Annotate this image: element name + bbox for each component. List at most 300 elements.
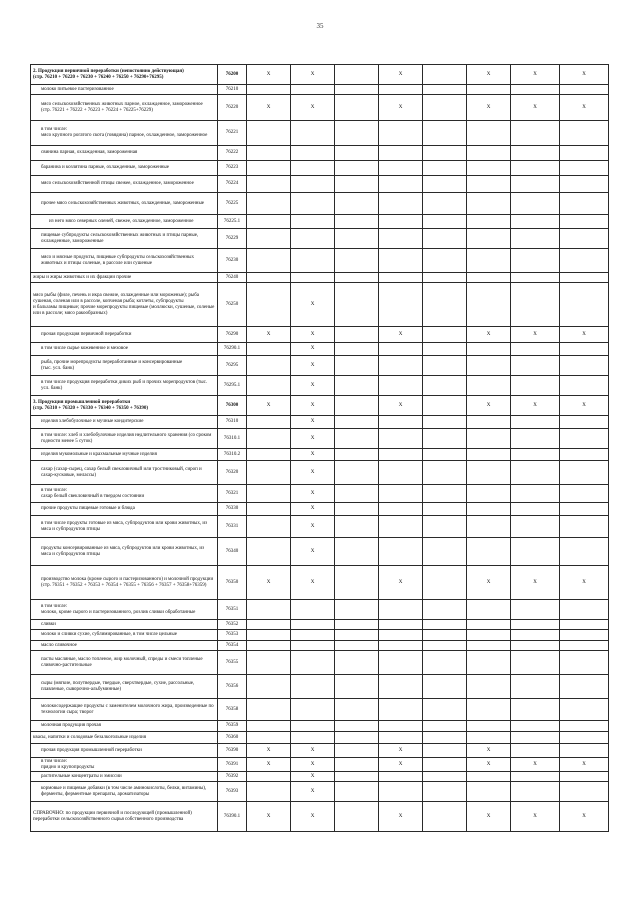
data-cell <box>335 283 379 327</box>
data-cell <box>335 215 379 229</box>
data-cell <box>511 356 560 376</box>
data-cell <box>291 630 335 641</box>
data-cell <box>379 229 423 249</box>
row-label: молокосодержащие продукты с заменителем молочного жира, произведенные по технологии сыра; творог <box>31 699 218 721</box>
data-cell <box>467 356 511 376</box>
data-cell: X <box>291 802 335 832</box>
data-cell: X <box>379 65 423 85</box>
table-row <box>31 249 609 273</box>
data-cell: X <box>379 95 423 121</box>
data-cell <box>511 429 560 449</box>
row-label: прочая продукция первичной переработки <box>31 327 218 343</box>
data-cell <box>291 651 335 675</box>
data-cell <box>423 343 467 356</box>
data-cell: X <box>247 566 291 600</box>
data-cell <box>423 283 467 327</box>
data-cell <box>379 376 423 396</box>
data-cell <box>560 249 609 273</box>
data-cell <box>511 449 560 461</box>
table-row <box>31 503 609 516</box>
data-cell <box>560 85 609 95</box>
data-cell <box>511 229 560 249</box>
data-cell: X <box>467 758 511 772</box>
data-cell: X <box>379 327 423 343</box>
data-cell <box>423 161 467 176</box>
data-cell <box>511 485 560 503</box>
row-code: 76390.1 <box>218 802 247 832</box>
row-code: 76351 <box>218 600 247 620</box>
data-cell <box>467 449 511 461</box>
data-cell: X <box>291 356 335 376</box>
data-cell <box>560 732 609 744</box>
row-code: 76310.2 <box>218 449 247 461</box>
data-cell <box>379 343 423 356</box>
data-cell: X <box>467 65 511 85</box>
data-cell <box>247 85 291 95</box>
data-cell <box>335 229 379 249</box>
row-label: молоко питьевое пастеризованное <box>31 85 218 95</box>
row-label: масло сливочное <box>31 641 218 651</box>
data-cell: X <box>247 65 291 85</box>
row-label: 3. Продукция промышленной переработки (стр. 76310 + 76320 + 76330 + 76340 + 76350 + 76390) <box>31 396 218 416</box>
data-cell <box>379 121 423 146</box>
data-cell <box>335 772 379 782</box>
data-cell: X <box>247 95 291 121</box>
data-cell <box>560 449 609 461</box>
data-cell <box>291 193 335 215</box>
data-cell <box>423 802 467 832</box>
data-cell <box>423 620 467 630</box>
data-cell: X <box>511 327 560 343</box>
data-cell: X <box>379 566 423 600</box>
data-cell <box>335 782 379 802</box>
data-cell <box>335 95 379 121</box>
data-cell <box>247 732 291 744</box>
data-cell <box>511 249 560 273</box>
data-cell <box>560 429 609 449</box>
data-cell <box>467 630 511 641</box>
data-cell: X <box>247 327 291 343</box>
row-label: в том числе: сахар белый свекловичный в твердом состоянии <box>31 485 218 503</box>
data-cell <box>511 600 560 620</box>
data-cell: X <box>467 744 511 758</box>
table-row <box>31 229 609 249</box>
data-cell <box>291 121 335 146</box>
table-row <box>31 721 609 732</box>
data-cell <box>467 376 511 396</box>
data-cell: X <box>467 566 511 600</box>
data-cell <box>467 283 511 327</box>
data-cell <box>291 721 335 732</box>
data-cell <box>511 516 560 538</box>
table-row <box>31 732 609 744</box>
table-row <box>31 620 609 630</box>
data-cell <box>467 215 511 229</box>
data-cell <box>335 121 379 146</box>
data-cell <box>247 721 291 732</box>
row-code: 76210 <box>218 85 247 95</box>
data-cell: X <box>291 327 335 343</box>
row-label: в том числе: прядно и крупопродукты <box>31 758 218 772</box>
row-code: 76353 <box>218 630 247 641</box>
data-cell <box>247 176 291 193</box>
data-cell <box>467 461 511 485</box>
data-cell <box>379 85 423 95</box>
data-cell <box>335 193 379 215</box>
data-cell <box>335 429 379 449</box>
data-cell: X <box>511 566 560 600</box>
table-row <box>31 161 609 176</box>
table-row <box>31 641 609 651</box>
data-cell <box>423 229 467 249</box>
table-row <box>31 630 609 641</box>
data-cell: X <box>560 566 609 600</box>
data-cell <box>467 600 511 620</box>
row-label: сыры (мягкие, полутвердые, твердые, сверхтвердые, сухие, рассольные, плавленые, сыворочно-альбуминные) <box>31 675 218 699</box>
data-cell <box>291 699 335 721</box>
data-cell <box>247 416 291 429</box>
data-cell <box>335 249 379 273</box>
data-cell <box>247 782 291 802</box>
table-row <box>31 485 609 503</box>
data-cell: X <box>291 772 335 782</box>
row-label: мясо рыбы (филе, печень и икра свежие, охлажденные или мороженые); рыба сушеная, соленая или в рассоле, копченая рыба; котлеты, субпродукты и бальзамы пищевые; прочие морепродукты пищевые (моллюски, сушеные, соленые или в рассоле; мясо ракообразных) <box>31 283 218 327</box>
data-cell <box>560 721 609 732</box>
data-cell <box>423 675 467 699</box>
row-label: жиры и жиры животных и их фракции прочие <box>31 273 218 283</box>
data-cell <box>511 461 560 485</box>
data-cell <box>291 273 335 283</box>
data-cell <box>291 249 335 273</box>
data-cell <box>335 503 379 516</box>
data-cell <box>511 503 560 516</box>
data-cell: X <box>247 802 291 832</box>
row-label: в том числе: молоко, кроме сырого и пастеризованного, розлив сливки обработанные <box>31 600 218 620</box>
data-cell <box>467 193 511 215</box>
data-cell <box>511 772 560 782</box>
data-cell: X <box>291 65 335 85</box>
row-label: мясо сельскохозяйственной птицы свежее, охлажденное, замороженное <box>31 176 218 193</box>
data-cell <box>423 176 467 193</box>
data-cell: X <box>467 327 511 343</box>
data-cell <box>379 215 423 229</box>
row-code: 76310 <box>218 416 247 429</box>
row-code: 76295 <box>218 356 247 376</box>
data-cell <box>379 429 423 449</box>
data-cell: X <box>467 95 511 121</box>
data-cell <box>379 461 423 485</box>
data-cell: X <box>511 95 560 121</box>
data-cell <box>335 376 379 396</box>
table-row <box>31 146 609 161</box>
data-cell: X <box>291 343 335 356</box>
row-label: изделия мукомольные и крахмальные мучные изделия <box>31 449 218 461</box>
table-row <box>31 215 609 229</box>
data-cell <box>560 356 609 376</box>
row-label: прочее мясо сельскохозяйственных животных, охлажденные, замороженные <box>31 193 218 215</box>
table-row <box>31 273 609 283</box>
data-cell <box>511 416 560 429</box>
data-cell <box>511 651 560 675</box>
data-cell <box>247 600 291 620</box>
data-cell <box>467 416 511 429</box>
data-cell <box>379 283 423 327</box>
data-cell <box>247 193 291 215</box>
data-cell <box>560 600 609 620</box>
row-label: сахар (сахар-сырец, сахар белый свекловичный или тростниковый, сироп и сахар-кусковые, мелассы) <box>31 461 218 485</box>
data-cell <box>511 215 560 229</box>
data-cell <box>560 161 609 176</box>
row-label: свинина парная, охлажденная, замороженная <box>31 146 218 161</box>
row-code: 76331 <box>218 516 247 538</box>
data-cell <box>467 516 511 538</box>
data-cell <box>560 516 609 538</box>
data-cell <box>335 802 379 832</box>
data-cell <box>291 600 335 620</box>
data-cell <box>423 641 467 651</box>
data-cell <box>467 538 511 566</box>
data-cell: X <box>291 485 335 503</box>
data-cell <box>467 641 511 651</box>
data-cell <box>423 651 467 675</box>
data-cell <box>379 641 423 651</box>
row-label: в том числе продукция переработки диких рыб и прочих морепродуктов (тыс. усл. банк) <box>31 376 218 396</box>
table-row <box>31 782 609 802</box>
row-label: пищевые субпродукты сельскохозяйственных животных и птицы парные, охлажденные, замороженные <box>31 229 218 249</box>
data-cell <box>291 85 335 95</box>
data-cell <box>291 620 335 630</box>
data-cell <box>423 538 467 566</box>
row-label: прочая продукция промышленной переработки <box>31 744 218 758</box>
data-cell <box>423 449 467 461</box>
data-cell <box>467 273 511 283</box>
data-cell <box>560 772 609 782</box>
data-cell <box>247 485 291 503</box>
data-cell <box>379 503 423 516</box>
row-code: 76352 <box>218 620 247 630</box>
row-code: 76391 <box>218 758 247 772</box>
row-code: 76392 <box>218 772 247 782</box>
data-cell <box>247 538 291 566</box>
row-code: 76300 <box>218 396 247 416</box>
data-cell: X <box>291 758 335 772</box>
table-row <box>31 193 609 215</box>
data-cell <box>379 485 423 503</box>
data-cell <box>335 327 379 343</box>
data-cell: X <box>467 802 511 832</box>
data-cell: X <box>560 327 609 343</box>
data-cell <box>467 732 511 744</box>
data-cell: X <box>247 396 291 416</box>
data-cell: X <box>560 95 609 121</box>
data-cell <box>560 630 609 641</box>
data-cell <box>379 651 423 675</box>
table-row <box>31 651 609 675</box>
data-cell <box>467 176 511 193</box>
data-cell <box>379 721 423 732</box>
data-cell <box>467 121 511 146</box>
data-cell <box>247 449 291 461</box>
data-cell <box>560 538 609 566</box>
data-cell <box>247 229 291 249</box>
data-cell <box>379 732 423 744</box>
data-cell <box>247 516 291 538</box>
table-row <box>31 327 609 343</box>
row-code: 76330 <box>218 503 247 516</box>
row-label: в том числе сырье кожевенное и меховое <box>31 343 218 356</box>
data-cell <box>291 215 335 229</box>
data-cell <box>467 85 511 95</box>
data-cell <box>335 732 379 744</box>
data-cell <box>379 699 423 721</box>
data-cell <box>335 343 379 356</box>
data-cell <box>379 193 423 215</box>
data-cell <box>467 721 511 732</box>
data-cell <box>247 283 291 327</box>
data-cell <box>247 161 291 176</box>
data-cell: X <box>560 65 609 85</box>
data-cell <box>560 229 609 249</box>
data-cell <box>511 699 560 721</box>
data-cell: X <box>291 95 335 121</box>
data-cell: X <box>291 782 335 802</box>
data-cell <box>560 283 609 327</box>
data-cell <box>467 343 511 356</box>
data-cell <box>560 146 609 161</box>
data-cell <box>247 343 291 356</box>
table-row <box>31 429 609 449</box>
table-row <box>31 176 609 193</box>
table-row <box>31 758 609 772</box>
data-cell: X <box>291 376 335 396</box>
row-code: 76290.1 <box>218 343 247 356</box>
data-cell <box>511 193 560 215</box>
data-cell <box>379 516 423 538</box>
data-cell: X <box>379 744 423 758</box>
data-cell <box>423 516 467 538</box>
row-code: 76356 <box>218 675 247 699</box>
row-code: 76310.1 <box>218 429 247 449</box>
page-number: 35 <box>316 22 324 30</box>
data-cell <box>467 772 511 782</box>
data-cell <box>560 744 609 758</box>
table-row <box>31 85 609 95</box>
row-label: 2. Продукция первичной переработки (непостоянно действующая) (стр. 76210 + 76220 + 76230 + 76240 + 76250 + 76290+76295) <box>31 65 218 85</box>
data-cell <box>247 699 291 721</box>
row-code: 76221 <box>218 121 247 146</box>
data-cell <box>423 273 467 283</box>
data-cell <box>560 273 609 283</box>
row-label: СПРАВОЧНО: по продукции первичной и последующей (промышленной) переработки сельскохозяйственного сырья собственного производства <box>31 802 218 832</box>
table-row <box>31 772 609 782</box>
data-cell <box>247 503 291 516</box>
data-cell <box>291 641 335 651</box>
data-cell <box>335 721 379 732</box>
data-cell <box>467 699 511 721</box>
data-cell <box>423 782 467 802</box>
data-cell <box>335 744 379 758</box>
data-cell <box>467 503 511 516</box>
data-cell: X <box>560 802 609 832</box>
data-cell <box>247 273 291 283</box>
data-cell <box>335 449 379 461</box>
data-cell <box>247 146 291 161</box>
data-cell <box>423 566 467 600</box>
row-label: прочие продукты пищевые готовые и блюда <box>31 503 218 516</box>
data-cell <box>335 356 379 376</box>
data-cell <box>335 566 379 600</box>
data-cell <box>511 732 560 744</box>
data-cell <box>423 600 467 620</box>
data-cell <box>423 121 467 146</box>
data-cell: X <box>467 396 511 416</box>
data-cell: X <box>560 758 609 772</box>
row-code: 76250 <box>218 283 247 327</box>
data-cell <box>467 146 511 161</box>
data-cell <box>467 675 511 699</box>
data-cell <box>423 461 467 485</box>
table-row <box>31 516 609 538</box>
data-cell: X <box>291 461 335 485</box>
data-cell: X <box>291 744 335 758</box>
data-cell <box>335 161 379 176</box>
table-row <box>31 356 609 376</box>
form-table <box>30 64 609 832</box>
data-cell <box>467 620 511 630</box>
data-cell <box>560 675 609 699</box>
row-code: 76225 <box>218 193 247 215</box>
row-code: 76240 <box>218 273 247 283</box>
data-cell <box>379 416 423 429</box>
data-cell <box>423 327 467 343</box>
data-cell <box>511 675 560 699</box>
row-label: молоко и сливки сухие, сублимированные, в том числе цельные <box>31 630 218 641</box>
row-label: мясо сельскохозяйственных животных парное, охлажденное, замороженное (стр. 76221 + 76222 + 76223 + 76224 + 76225+76229) <box>31 95 218 121</box>
row-label: пасты масляные, масло топленое, жир молочный, спреды и смеси топленые сливочно-растительные <box>31 651 218 675</box>
data-cell <box>423 732 467 744</box>
data-cell <box>379 176 423 193</box>
data-cell <box>247 376 291 396</box>
data-cell: X <box>247 758 291 772</box>
data-cell <box>247 620 291 630</box>
data-cell <box>335 758 379 772</box>
table-row <box>31 283 609 327</box>
table-row <box>31 744 609 758</box>
data-cell <box>379 538 423 566</box>
form-table-body <box>31 65 609 832</box>
row-label: производство молока (кроме сырого и пастеризованного) и молочной продукции (стр. 76351 + 76352 + 76353 + 76354 + 76355 + 76356 + 76357 + 76358+76359) <box>31 566 218 600</box>
data-cell <box>379 620 423 630</box>
table-row <box>31 95 609 121</box>
data-cell <box>379 600 423 620</box>
row-label: из него мясо северных оленей, свежее, охлажденное, замороженное <box>31 215 218 229</box>
row-code: 76358 <box>218 699 247 721</box>
table-row <box>31 461 609 485</box>
table-row <box>31 449 609 461</box>
row-label: квасы, напитки и солодовые безалкогольные изделия <box>31 732 218 744</box>
data-cell <box>379 675 423 699</box>
row-code: 76295.1 <box>218 376 247 396</box>
data-cell <box>335 416 379 429</box>
data-cell <box>467 161 511 176</box>
data-cell <box>291 732 335 744</box>
table-row <box>31 416 609 429</box>
data-cell <box>335 651 379 675</box>
data-cell <box>511 620 560 630</box>
data-cell: X <box>291 396 335 416</box>
data-cell <box>423 146 467 161</box>
data-cell <box>291 146 335 161</box>
